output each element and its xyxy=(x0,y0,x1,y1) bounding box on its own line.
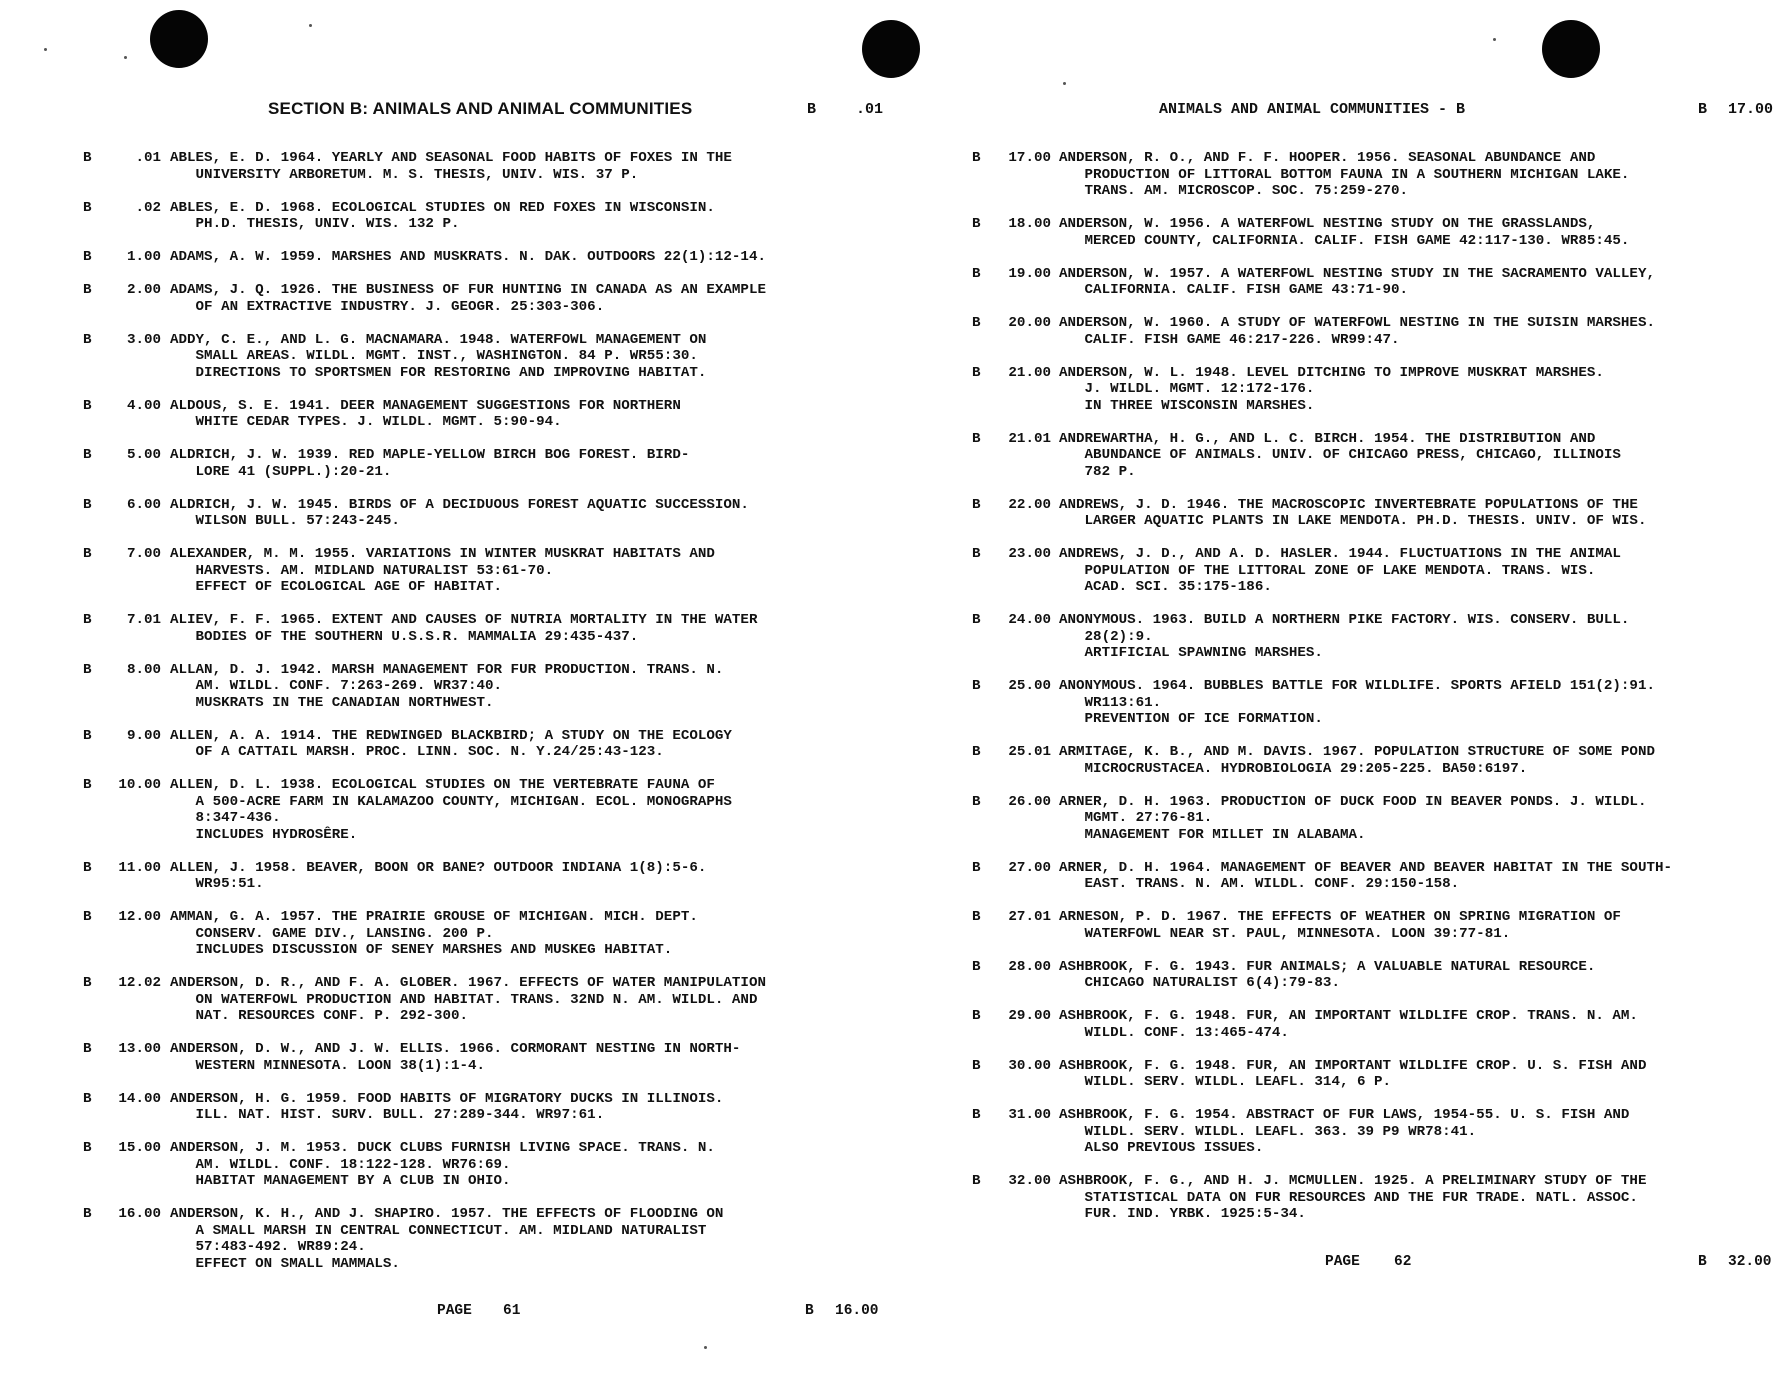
entry-section-letter: B xyxy=(83,199,92,216)
bibliography-entry xyxy=(0,612,880,645)
entry-citation: ANDREWARTHA, H. G., AND L. C. BIRCH. 1954. THE DISTRIBUTION AND ABUNDANCE OF ANIMALS. UNIV. OF CHICAGO PRESS, CHICAGO, ILLINOIS 782 P. xyxy=(1059,430,1621,480)
entry-number: 17.00 xyxy=(1008,150,1051,166)
entry-section-letter: B xyxy=(972,612,981,628)
bibliography-entry xyxy=(0,860,880,893)
bibliography-entry xyxy=(0,282,880,315)
entry-citation: ANONYMOUS. 1963. BUILD A NORTHERN PIKE FACTORY. WIS. CONSERV. BULL. 28(2):9. ARTIFICIAL SPAWNING MARSHES. xyxy=(1059,612,1630,661)
entry-list xyxy=(0,150,880,1289)
entry-number: 25.01 xyxy=(1008,744,1051,760)
entry-section-letter: B xyxy=(972,958,981,975)
entry-section-letter: B xyxy=(972,1057,981,1074)
page-title: ANIMALS AND ANIMAL COMMUNITIES - B xyxy=(1159,101,1466,118)
header-section-letter: B xyxy=(1698,101,1708,118)
bibliography-entry xyxy=(895,266,1790,299)
bibliography-entry xyxy=(895,678,1790,728)
entry-citation: ANDERSON, R. O., AND F. F. HOOPER. 1956. SEASONAL ABUNDANCE AND PRODUCTION OF LITTORAL BOTTOM FAUNA IN A SOUTHERN MICHIGAN LAKE. TRANS. AM. MICROSCOP. SOC. 75:259-270. xyxy=(1059,150,1630,199)
entry-number: 7.00 xyxy=(126,546,161,562)
bibliography-entry xyxy=(0,249,880,266)
entry-number: 12.00 xyxy=(118,909,161,925)
entry-number: 26.00 xyxy=(1008,793,1051,810)
entry-citation: ANDERSON, W. 1960. A STUDY OF WATERFOWL NESTING IN THE SUISIN MARSHES. CALIF. FISH GAME 46:217-226. WR99:47. xyxy=(1059,315,1655,348)
entry-number: 4.00 xyxy=(126,397,161,414)
entry-number: 18.00 xyxy=(1008,216,1051,232)
entry-number: 22.00 xyxy=(1008,496,1051,513)
entry-number: 27.01 xyxy=(1008,909,1051,925)
entry-section-letter: B xyxy=(972,216,981,232)
bibliography-entry xyxy=(895,150,1790,200)
entry-number: 31.00 xyxy=(1008,1107,1051,1123)
entry-citation: ALEXANDER, M. M. 1955. VARIATIONS IN WINTER MUSKRAT HABITATS AND HARVESTS. AM. MIDLAND NATURALIST 53:61-70. EFFECT OF ECOLOGICAL AGE OF HABITAT. xyxy=(170,546,715,595)
bibliography-entry xyxy=(895,497,1790,530)
entry-section-letter: B xyxy=(972,150,981,166)
entry-number: 29.00 xyxy=(1008,1008,1051,1024)
footer-entry-number: 16.00 xyxy=(835,1303,879,1319)
entry-citation: ANDERSON, D. R., AND F. A. GLOBER. 1967. EFFECTS OF WATER MANIPULATION ON WATERFOWL PRODUCTION AND HABITAT. TRANS. 32ND N. AM. WILDL. AND NAT. RESOURCES CONF. P. 292-300. xyxy=(170,975,766,1024)
entry-citation: ASHBROOK, F. G. 1948. FUR, AN IMPORTANT WILDLIFE CROP. TRANS. N. AM. WILDL. CONF. 13:465-474. xyxy=(1059,1008,1638,1041)
entry-section-letter: B xyxy=(83,661,92,678)
bibliography-entry xyxy=(895,612,1790,662)
entry-citation: ANDERSON, W. 1956. A WATERFOWL NESTING STUDY ON THE GRASSLANDS, MERCED COUNTY, CALIFORNIA. CALIF. FISH GAME 42:117-130. WR85:45. xyxy=(1059,216,1630,249)
entry-section-letter: B xyxy=(83,909,92,925)
bibliography-entry xyxy=(895,216,1790,249)
entry-number: 6.00 xyxy=(126,496,161,513)
footer-page-number: 62 xyxy=(1394,1254,1412,1270)
bibliography-entry xyxy=(895,1173,1790,1223)
entry-number: 11.00 xyxy=(118,859,161,876)
bibliography-entry xyxy=(0,1140,880,1190)
entry-number: 27.00 xyxy=(1008,859,1051,876)
entry-citation: ANDREWS, J. D. 1946. THE MACROSCOPIC INVERTEBRATE POPULATIONS OF THE LARGER AQUATIC PLANTS IN LAKE MENDOTA. PH.D. THESIS. UNIV. OF WIS. xyxy=(1059,496,1647,529)
entry-section-letter: B xyxy=(83,612,92,628)
entry-citation: ANDREWS, J. D., AND A. D. HASLER. 1944. FLUCTUATIONS IN THE ANIMAL POPULATION OF THE LITTORAL ZONE OF LAKE MENDOTA. TRANS. WIS. ACAD. SCI. 35:175-186. xyxy=(1059,546,1621,595)
entry-number: 15.00 xyxy=(118,1140,161,1156)
entry-section-letter: B xyxy=(83,150,92,166)
entry-number: 5.00 xyxy=(126,447,161,463)
footer-entry-number: 32.00 xyxy=(1728,1254,1772,1270)
entry-citation: ASHBROOK, F. G., AND H. J. MCMULLEN. 1925. A PRELIMINARY STUDY OF THE STATISTICAL DATA ON FUR RESOURCES AND THE FUR TRADE. NATL. ASSOC. FUR. IND. YRBK. 1925:5-34. xyxy=(1059,1173,1647,1222)
entry-section-letter: B xyxy=(83,447,92,463)
bibliography-entry xyxy=(0,1206,880,1272)
entry-section-letter: B xyxy=(83,777,92,793)
header-section-letter: B xyxy=(807,101,817,118)
bibliography-entry xyxy=(0,728,880,761)
entry-number: 8.00 xyxy=(126,661,161,678)
footer-page-label: PAGE xyxy=(437,1303,472,1319)
header-entry-number: 17.00 xyxy=(1728,101,1774,118)
entry-section-letter: B xyxy=(972,1173,981,1189)
entry-number: 14.00 xyxy=(118,1090,161,1107)
entry-section-letter: B xyxy=(83,546,92,562)
entry-number: 23.00 xyxy=(1008,546,1051,562)
bibliography-entry xyxy=(895,431,1790,481)
entry-section-letter: B xyxy=(972,793,981,810)
entry-citation: ALLAN, D. J. 1942. MARSH MANAGEMENT FOR FUR PRODUCTION. TRANS. N. AM. WILDL. CONF. 7:263-269. WR37:40. MUSKRATS IN THE CANADIAN NORTHWEST. xyxy=(170,661,724,711)
bibliography-entry xyxy=(895,315,1790,348)
entry-citation: ARNESON, P. D. 1967. THE EFFECTS OF WEATHER ON SPRING MIGRATION OF WATERFOWL NEAR ST. PAUL, MINNESOTA. LOON 39:77-81. xyxy=(1059,909,1621,942)
entry-citation: ADAMS, J. Q. 1926. THE BUSINESS OF FUR HUNTING IN CANADA AS AN EXAMPLE OF AN EXTRACTIVE INDUSTRY. J. GEOGR. 25:303-306. xyxy=(170,282,766,315)
bibliography-entry xyxy=(895,794,1790,844)
entry-number: 1.00 xyxy=(126,249,161,265)
entry-number: 24.00 xyxy=(1008,612,1051,628)
entry-citation: ANDERSON, J. M. 1953. DUCK CLUBS FURNISH LIVING SPACE. TRANS. N. AM. WILDL. CONF. 18:122-128. WR76:69. HABITAT MANAGEMENT BY A CLUB IN OHIO. xyxy=(170,1140,715,1189)
entry-section-letter: B xyxy=(83,1140,92,1156)
bibliography-entry xyxy=(895,365,1790,415)
entry-section-letter: B xyxy=(83,331,92,348)
footer-page-number: 61 xyxy=(503,1303,521,1319)
entry-citation: ADAMS, A. W. 1959. MARSHES AND MUSKRATS. N. DAK. OUTDOORS 22(1):12-14. xyxy=(170,249,766,265)
entry-citation: ASHBROOK, F. G. 1943. FUR ANIMALS; A VALUABLE NATURAL RESOURCE. CHICAGO NATURALIST 6(4):79-83. xyxy=(1059,958,1596,991)
bibliography-entry xyxy=(0,497,880,530)
entry-section-letter: B xyxy=(972,678,981,694)
page-title: SECTION B: ANIMALS AND ANIMAL COMMUNITIES xyxy=(268,99,693,118)
bibliography-entry xyxy=(895,909,1790,942)
bibliography-entry xyxy=(0,909,880,959)
bibliography-entry xyxy=(895,1058,1790,1091)
entry-number: 16.00 xyxy=(118,1206,161,1222)
bibliography-entry xyxy=(895,1008,1790,1041)
footer-page-label: PAGE xyxy=(1325,1254,1360,1270)
entry-section-letter: B xyxy=(83,397,92,414)
entry-citation: ANONYMOUS. 1964. BUBBLES BATTLE FOR WILDLIFE. SPORTS AFIELD 151(2):91. WR113:61. PREVENTION OF ICE FORMATION. xyxy=(1059,678,1655,727)
entry-section-letter: B xyxy=(83,975,92,991)
entry-number: 25.00 xyxy=(1008,678,1051,694)
entry-number: 2.00 xyxy=(126,282,161,298)
footer-section-letter: B xyxy=(805,1303,814,1319)
header-entry-number: .01 xyxy=(856,101,884,118)
bibliography-entry xyxy=(895,959,1790,992)
entry-number: .02 xyxy=(135,199,161,216)
entry-number: 30.00 xyxy=(1008,1057,1051,1074)
bibliography-entry xyxy=(0,975,880,1025)
left-page xyxy=(0,0,895,1380)
entry-citation: ADDY, C. E., AND L. G. MACNAMARA. 1948. WATERFOWL MANAGEMENT ON SMALL AREAS. WILDL. MGMT. INST., WASHINGTON. 84 P. WR55:30. DIRECTIONS TO SPORTSMEN FOR RESTORING AND IMPROVING HABITAT. xyxy=(170,331,707,381)
entry-number: 20.00 xyxy=(1008,315,1051,331)
entry-citation: ARMITAGE, K. B., AND M. DAVIS. 1967. POPULATION STRUCTURE OF SOME POND MICROCRUSTACEA. HYDROBIOLOGIA 29:205-225. BA50:6197. xyxy=(1059,744,1655,777)
bibliography-entry xyxy=(0,398,880,431)
entry-number: 10.00 xyxy=(118,777,161,793)
entry-section-letter: B xyxy=(972,430,981,447)
entry-citation: ALLEN, J. 1958. BEAVER, BOON OR BANE? OUTDOOR INDIANA 1(8):5-6. WR95:51. xyxy=(170,859,707,892)
entry-number: .01 xyxy=(135,150,161,166)
entry-number: 13.00 xyxy=(118,1041,161,1057)
entry-section-letter: B xyxy=(83,859,92,876)
bibliography-entry xyxy=(0,150,880,183)
entry-citation: ALLEN, A. A. 1914. THE REDWINGED BLACKBIRD; A STUDY ON THE ECOLOGY OF A CATTAIL MARSH. PROC. LINN. SOC. N. Y.24/25:43-123. xyxy=(170,727,732,760)
entry-number: 3.00 xyxy=(126,331,161,348)
entry-citation: ASHBROOK, F. G. 1948. FUR, AN IMPORTANT WILDLIFE CROP. U. S. FISH AND WILDL. SERV. WILDL. LEAFL. 314, 6 P. xyxy=(1059,1057,1647,1090)
entry-citation: ALDRICH, J. W. 1939. RED MAPLE-YELLOW BIRCH BOG FOREST. BIRD- LORE 41 (SUPPL.):20-21. xyxy=(170,447,690,480)
entry-section-letter: B xyxy=(83,1206,92,1222)
entry-citation: ANDERSON, H. G. 1959. FOOD HABITS OF MIGRATORY DUCKS IN ILLINOIS. ILL. NAT. HIST. SURV. BULL. 27:289-344. WR97:61. xyxy=(170,1090,724,1123)
bibliography-entry xyxy=(895,546,1790,596)
entry-citation: ASHBROOK, F. G. 1954. ABSTRACT OF FUR LAWS, 1954-55. U. S. FISH AND WILDL. SERV. WILDL. LEAFL. 363. 39 P9 WR78:41. ALSO PREVIOUS ISSUES. xyxy=(1059,1107,1630,1156)
entry-citation: ALLEN, D. L. 1938. ECOLOGICAL STUDIES ON THE VERTEBRATE FAUNA OF A 500-ACRE FARM IN KALAMAZOO COUNTY, MICHIGAN. ECOL. MONOGRAPHS 8:347-436. INCLUDES HYDROSÊRE. xyxy=(170,777,732,843)
entry-citation: ALDRICH, J. W. 1945. BIRDS OF A DECIDUOUS FOREST AQUATIC SUCCESSION. WILSON BULL. 57:243-245. xyxy=(170,496,749,529)
entry-number: 28.00 xyxy=(1008,958,1051,975)
entry-section-letter: B xyxy=(972,496,981,513)
entry-citation: ABLES, E. D. 1964. YEARLY AND SEASONAL FOOD HABITS OF FOXES IN THE UNIVERSITY ARBORETUM. M. S. THESIS, UNIV. WIS. 37 P. xyxy=(170,150,732,183)
bibliography-entry xyxy=(0,447,880,480)
entry-number: 21.00 xyxy=(1008,364,1051,381)
bibliography-entry xyxy=(0,1041,880,1074)
entry-number: 12.02 xyxy=(118,975,161,991)
entry-citation: ALDOUS, S. E. 1941. DEER MANAGEMENT SUGGESTIONS FOR NORTHERN WHITE CEDAR TYPES. J. WILDL. MGMT. 5:90-94. xyxy=(170,397,681,430)
entry-section-letter: B xyxy=(83,282,92,298)
entry-section-letter: B xyxy=(83,1041,92,1057)
entry-number: 9.00 xyxy=(126,727,161,744)
entry-citation: AMMAN, G. A. 1957. THE PRAIRIE GROUSE OF MICHIGAN. MICH. DEPT. CONSERV. GAME DIV., LANSING. 200 P. INCLUDES DISCUSSION OF SENEY MARSHES AND MUSKEG HABITAT. xyxy=(170,909,698,958)
entry-section-letter: B xyxy=(972,744,981,760)
entry-citation: ANDERSON, W. L. 1948. LEVEL DITCHING TO IMPROVE MUSKRAT MARSHES. J. WILDL. MGMT. 12:172-176. IN THREE WISCONSIN MARSHES. xyxy=(1059,364,1604,414)
entry-section-letter: B xyxy=(83,496,92,513)
entry-section-letter: B xyxy=(972,1107,981,1123)
entry-number: 7.01 xyxy=(126,612,161,628)
entry-number: 32.00 xyxy=(1008,1173,1051,1189)
entry-section-letter: B xyxy=(972,546,981,562)
bibliography-entry xyxy=(0,332,880,382)
entry-section-letter: B xyxy=(972,364,981,381)
entry-section-letter: B xyxy=(972,859,981,876)
bibliography-entry xyxy=(0,546,880,596)
footer-section-letter: B xyxy=(1698,1254,1707,1270)
entry-citation: ANDERSON, K. H., AND J. SHAPIRO. 1957. THE EFFECTS OF FLOODING ON A SMALL MARSH IN CENTRAL CONNECTICUT. AM. MIDLAND NATURALIST 57:483-492. WR89:24. EFFECT ON SMALL MAMMALS. xyxy=(170,1206,724,1272)
bibliography-entry xyxy=(0,662,880,712)
entry-citation: ALIEV, F. F. 1965. EXTENT AND CAUSES OF NUTRIA MORTALITY IN THE WATER BODIES OF THE SOUTHERN U.S.S.R. MAMMALIA 29:435-437. xyxy=(170,612,758,645)
right-page xyxy=(895,0,1790,1380)
entry-number: 19.00 xyxy=(1008,265,1051,282)
bibliography-entry xyxy=(0,1091,880,1124)
entry-number: 21.01 xyxy=(1008,430,1051,447)
entry-section-letter: B xyxy=(83,1090,92,1107)
entry-citation: ANDERSON, D. W., AND J. W. ELLIS. 1966. CORMORANT NESTING IN NORTH- WESTERN MINNESOTA. LOON 38(1):1-4. xyxy=(170,1041,741,1074)
entry-section-letter: B xyxy=(83,249,92,265)
bibliography-entry xyxy=(895,860,1790,893)
entry-citation: ANDERSON, W. 1957. A WATERFOWL NESTING STUDY IN THE SACRAMENTO VALLEY, CALIFORNIA. CALIF. FISH GAME 43:71-90. xyxy=(1059,265,1655,298)
bibliography-entry xyxy=(0,200,880,233)
entry-citation: ARNER, D. H. 1964. MANAGEMENT OF BEAVER AND BEAVER HABITAT IN THE SOUTH- EAST. TRANS. N. AM. WILDL. CONF. 29:150-158. xyxy=(1059,859,1672,892)
entry-section-letter: B xyxy=(972,265,981,282)
entry-citation: ARNER, D. H. 1963. PRODUCTION OF DUCK FOOD IN BEAVER PONDS. J. WILDL. MGMT. 27:76-81. MANAGEMENT FOR MILLET IN ALABAMA. xyxy=(1059,793,1647,843)
entry-section-letter: B xyxy=(972,315,981,331)
entry-list xyxy=(895,150,1790,1239)
entry-section-letter: B xyxy=(972,1008,981,1024)
bibliography-entry xyxy=(0,777,880,843)
bibliography-entry xyxy=(895,1107,1790,1157)
entry-section-letter: B xyxy=(83,727,92,744)
bibliography-entry xyxy=(895,744,1790,777)
entry-section-letter: B xyxy=(972,909,981,925)
entry-citation: ABLES, E. D. 1968. ECOLOGICAL STUDIES ON RED FOXES IN WISCONSIN. PH.D. THESIS, UNIV. WIS. 132 P. xyxy=(170,199,715,232)
